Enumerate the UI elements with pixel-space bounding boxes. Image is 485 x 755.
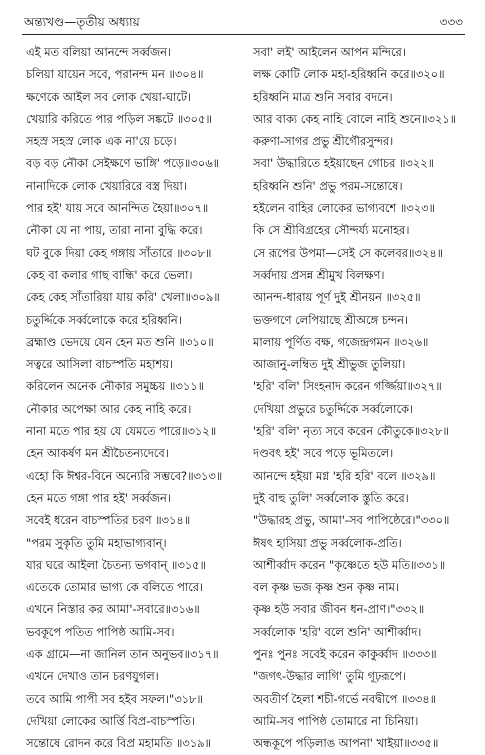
verse-line: দেখিয়া লোকের আর্ত্তি বিপ্র-বাচস্পতি। [26,713,196,728]
verse-line: এহো কি ঈশ্বর-বিনে অন্যেরি সম্ভবে?॥৩১৩॥ [26,468,223,483]
verse-line: আশীর্ব্বাদ করেন "কৃষ্ণেতে হউ মতি॥৩৩১॥ [253,557,446,572]
verse-line: কৃষ্ণ হউ সবার জীবন ধন-প্রাণ।"৩৩২॥ [253,602,425,617]
verse-line: চতুর্দ্দিকে সর্ব্বলোকে করে হরিধ্বনি। [26,312,182,327]
verse-line: বড় বড় নৌকা সেইক্ষণে ভাঙ্গি' পড়ে॥৩০৬॥ [26,156,220,171]
right-text-column [253,41,477,755]
verse-line: করুণা-সাগর প্রভু শ্রীগৌরসুন্দর। [253,134,394,149]
verse-line: বল কৃষ্ণ ভজ কৃষ্ণ শুন কৃষ্ণ নাম। [253,580,399,595]
verse-line: আজানু-লম্বিত দুই শ্রীভুজ তুলিয়া। [253,357,406,372]
verse-line: কি সে শ্রীবিগ্রহের সৌন্দর্য্য মনোহর। [253,223,410,238]
chapter-title: অন্ত্যখণ্ড—তৃতীয় অধ্যায় [24,15,140,29]
verse-line: সহস্র সহস্র লোক এক না'য়ে চড়ে। [26,134,177,149]
verse-line: ক্ষণেকে আইল সব লোক খেয়া-ঘাটে। [26,89,192,104]
verse-line: এই মত বলিয়া আনন্দে সর্ব্বজন। [26,45,172,59]
verse-line: এতেকে তোমার ভাগ্য কে বলিতে পারে। [26,580,204,595]
verse-line: আনন্দে হইয়া মগ্ন 'হরি হরি' বলে ॥৩২৯॥ [253,468,436,483]
verse-line: চলিয়া যায়েন সবে, পরানন্দ মন ॥৩০৪॥ [26,67,204,82]
verse-line: পুনঃ পুনঃ সবেই করেন কাকুর্ব্বাদ ॥৩৩৩॥ [253,647,437,662]
running-header [24,12,463,32]
verse-line: মালায় পূর্ণিত বক্ষ, গজেন্দ্রগমন ॥৩২৬॥ [253,334,429,349]
verse-line: পার হই' যায় সবে আনন্দিত হৈয়া॥৩০৭॥ [26,201,209,216]
verse-line: 'হরি' বলি' নৃত্য সবে করেন কৌতুকে॥৩২৮॥ [253,424,449,439]
verse-line: নৌকা যে না পায়, তারা নানা বুদ্ধি করে। [26,223,203,238]
verse-line: ঈষৎ হাসিয়া প্রভু সর্ব্বলোক-প্রতি। [253,535,402,550]
verse-line: সন্তোষে রোদন করে বিপ্র মহামতি ॥৩১৯॥ [26,736,211,751]
verse-line: এখনে দেখাও তান চরণযুগল। [26,669,159,684]
verse-line: লক্ষ কোটি লোক মহা-হরিধ্বনি করে॥৩২০॥ [253,67,445,82]
verse-line: হেন আকর্ষণ মন শ্রীচৈতন্যদেবে। [26,446,169,461]
verse-line: আর বাক্য কেহ নাহি বোলে নাহি শুনে॥৩২১॥ [253,111,457,126]
header-divider [22,34,465,35]
verse-line: ভক্তগণে লেপিয়াছে শ্রীঅঙ্গে চন্দন। [253,312,408,327]
verse-line: ভবকূপে পতিত পাপিষ্ঠ আমি-সব। [26,624,175,639]
verse-line: 'হরি' বলি' সিংহনাদ করেন গর্জ্জিয়া॥৩২৭॥ [253,379,442,394]
verse-line: যার ঘরে আইলা চৈতন্য ভগবান্ ॥৩১৫॥ [26,557,206,572]
verse-line: এখনে নিস্তার কর আমা'-সবারে॥৩১৬॥ [26,602,200,617]
verse-line: সর্ব্বদায় প্রসন্ন শ্রীমুখ বিলক্ষণ। [253,267,385,282]
verse-line: অন্ধকূপে পড়িলাঙ আপনা' খাইয়া॥৩৩৫॥ [253,736,439,751]
page-number: ৩৩৩ [439,15,463,29]
verse-line: সর্ব্বলোক 'হরি' বলে শুনি' আশীর্ব্বাদ। [253,624,422,639]
verse-line: হরিধ্বনি শুনি' প্রভু পরম-সন্তোষে। [253,178,403,193]
left-text-column [26,41,250,755]
verse-line: নানা মতে পার হয় যে যেমতে পারে॥৩১২॥ [26,424,217,439]
verse-line: সত্বরে আসিলা বাচস্পতি মহাশয়। [26,357,173,372]
verse-line: কেহ বা কলার গাছ বান্ধি' করে ভেলা। [26,267,193,282]
verse-line: দণ্ডবৎ হই' সবে পড়ে ভূমিতলে। [253,446,394,461]
verse-line: ঘট বুকে দিয়া কেহ গঙ্গায় সাঁতারে ॥৩০৮॥ [26,245,212,260]
verse-line: সবা' লই' আইলেন আপন মন্দিরে। [253,45,406,59]
verse-line: হেন মতে গঙ্গা পার হই' সর্ব্বজন। [26,490,171,505]
verse-line: কেহ কেহ সাঁতারিয়া যায় করি' খেলা॥৩০৯॥ [26,290,220,305]
verse-line: সবা' উদ্ধারিতে হইয়াছেন গোচর ॥৩২২॥ [253,156,435,171]
verse-line: অবতীর্ণ হৈলা শচী-গর্ভে নবদ্বীপে ॥৩৩৪॥ [253,691,437,706]
verse-line: "জগৎ-উদ্ধার লাগি' তুমি গূঢ়রূপে। [253,669,406,684]
verse-line: দুই বাহু তুলি' সর্ব্বলোক স্তুতি করে। [253,490,409,505]
verse-line: দেখিয়া প্রভুরে চতুর্দ্দিকে সর্ব্বলোকে। [253,401,414,416]
verse-line: হইলেন বাহির লোকের ভাগ্যবশে ॥৩২৩॥ [253,201,435,216]
verse-line: হরিধ্বনি মাত্র শুনি সবার বদনে। [253,89,393,104]
verse-line: সে রূপের উপমা—সেই সে কলেবর॥৩২৪॥ [253,245,444,260]
verse-line: ব্রহ্মাণ্ড ভেদয়ে যেন হেন মত শুনি ॥৩১০॥ [26,334,214,349]
verse-line: "পরম সুকৃতি তুমি মহাভাগ্যবান্। [26,535,167,550]
verse-line: করিলেন অনেক নৌকার সমুচ্চয় ॥৩১১॥ [26,379,205,394]
verse-line: নৌকার অপেক্ষা আর কেহ নাহি করে। [26,401,192,416]
verse-line: এক গ্রামে—না জানিল তান অনুভব॥৩১৭॥ [26,647,219,662]
verse-line: "উদ্ধারহ প্রভু, আমা'-সব পাপিষ্ঠেরে।"৩৩০॥ [253,513,450,528]
verse-line: আমি-সব পাপিষ্ঠ তোমারে না চিনিয়া। [253,713,419,728]
verse-line: খেয়ারি করিতে পার পড়িল সঙ্কটে ॥৩০৫॥ [26,111,212,126]
verse-line: তবে আমি পাপী সব হইব সফল।"৩১৮॥ [26,691,203,706]
verse-line: সবেই ধরেন বাচস্পতির চরণ ॥৩১৪॥ [26,513,191,528]
verse-line: নানাদিকে লোক খেয়ারিরে বস্ত্র দিয়া। [26,178,187,193]
verse-line: আনন্দ-ধারায় পূর্ণ দুই শ্রীনয়ন ॥৩২৫॥ [253,290,421,305]
